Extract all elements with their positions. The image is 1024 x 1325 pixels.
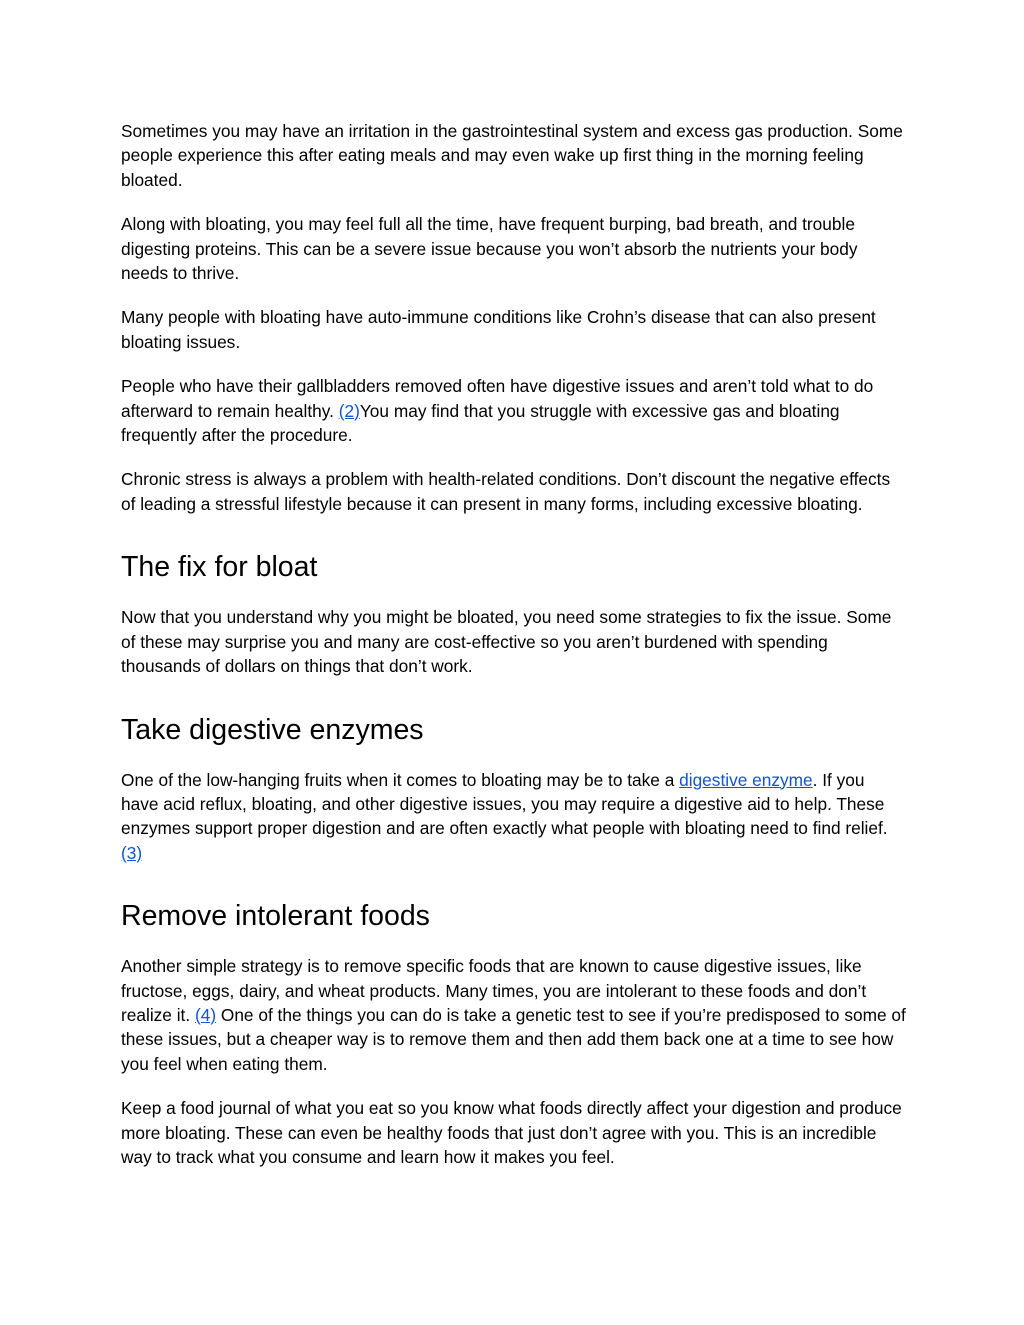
paragraph-text: One of the things you can do is take a genetic test to see if you’re predisposed to some of these issues, but a cheaper way is to remove them and then add them back one at a time to see how you feel when eating them. (121, 1004, 906, 1074)
paragraph-strategies-intro: Now that you understand why you might be bloated, you need some strategies to fix the issue. Some of these may surprise you and many are cost-effective so you aren’t burdened with spending thousands of dollars on things that don’t work. (121, 607, 892, 677)
paragraph-digestive-enzymes (121, 768, 906, 866)
reference-link-4[interactable]: (4) (194, 1004, 217, 1025)
paragraph-bloating-symptoms: Along with bloating, you may feel full all the time, have frequent burping, bad breath, and trouble digesting proteins. This can be a severe issue because you won’t absorb the nutrients your body needs to thrive. (121, 214, 858, 284)
paragraph-text: You may find that you struggle with excessive gas and bloating frequently after the procedure. (121, 400, 840, 446)
paragraph-chronic-stress: Chronic stress is always a problem with health-related conditions. Don’t discount the negative effects of leading a stressful lifestyle because it can present in many forms, including excessive bloating. (121, 469, 891, 514)
heading-remove-intolerant-foods: Remove intolerant foods (121, 900, 430, 933)
reference-link-2[interactable]: (2) (338, 400, 360, 421)
paragraph-text: . If you have acid reflux, bloating, and other digestive issues, you may require a digestive aid to help. These enzymes support proper digestion and are often exactly what people with bloating need to find relief. (121, 769, 888, 839)
paragraph-gastrointestinal-irritation: Sometimes you may have an irritation in the gastrointestinal system and excess gas production. Some people experience this after eating meals and may even wake up first thing in the morning feeling bloated. (121, 121, 903, 190)
paragraph-auto-immune-conditions: Many people with bloating have auto-immune conditions like Crohn’s disease that can also present bloating issues. (121, 307, 876, 352)
heading-take-digestive-enzymes: Take digestive enzymes (121, 713, 424, 746)
heading-fix-for-bloat: The fix for bloat (121, 551, 318, 584)
reference-link-3[interactable]: (3) (121, 842, 143, 863)
paragraph-text: One of the low-hanging fruits when it comes to bloating may be to take a (121, 769, 680, 790)
paragraph-food-journal: Keep a food journal of what you eat so you know what foods directly affect your digestion and produce more bloating. These can even be healthy foods that just don’t agree with you. This is an incredible way to track what you consume and learn how it makes you feel. (121, 1098, 902, 1167)
paragraph-text: People who have their gallbladders removed often have digestive issues and aren’t told what to do afterward to remain healthy. (121, 376, 874, 421)
paragraph-text: Another simple strategy is to remove specific foods that are known to cause digestive issues, like fructose, eggs, dairy, and wheat products. Many times, you are intolerant to these foods and don’t realize it. (121, 956, 867, 1025)
digestive-enzyme-link[interactable]: digestive enzyme (679, 769, 813, 790)
paragraph-gallbladder-removal (121, 374, 906, 447)
paragraph-intolerant-foods (121, 954, 906, 1076)
